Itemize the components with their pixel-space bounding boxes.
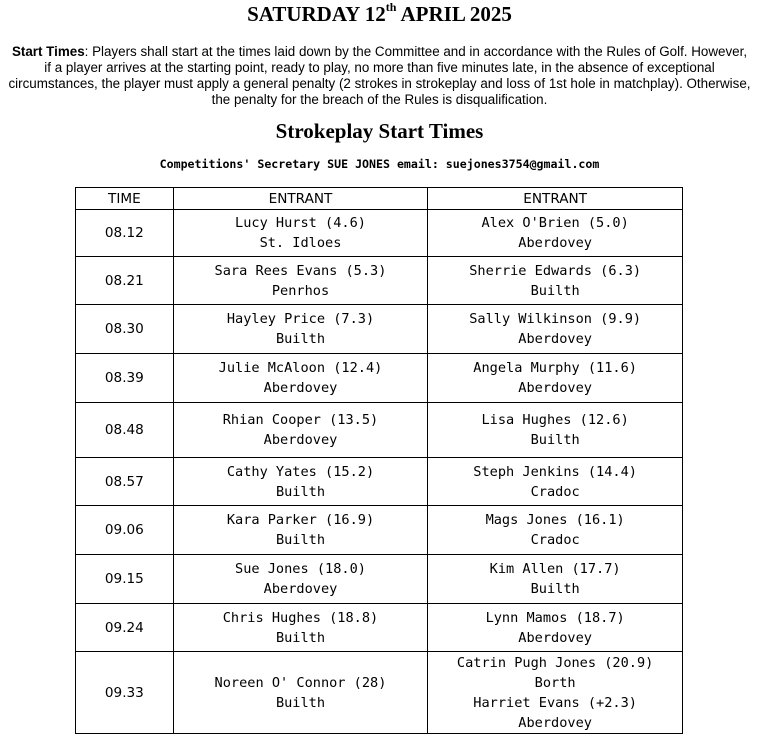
entrant-cell <box>428 403 683 458</box>
entrant-cell <box>173 506 428 555</box>
entrant-name: Cathy Yates (15.2) <box>226 463 375 480</box>
entrant-name: Kara Parker (16.9) <box>226 512 375 528</box>
section-title: Strokeplay Start Times <box>275 119 484 143</box>
start-time-cell: 08.48 <box>76 403 174 458</box>
start-time-cell: 08.30 <box>76 305 174 354</box>
title-rest: APRIL 2025 <box>396 2 512 26</box>
entrant-cell <box>173 458 428 506</box>
table-row <box>76 555 683 604</box>
start-time-cell: 09.33 <box>76 652 174 734</box>
entrant-name: Lisa Hughes (12.6) <box>481 412 629 428</box>
entrant-cell <box>428 305 683 354</box>
entrant-club: Borth <box>534 674 576 691</box>
entrant-club: Cradoc <box>530 483 580 500</box>
entrant-club: Builth <box>275 483 326 500</box>
entrant-name: Chris Hughes (18.8) <box>222 609 379 626</box>
entrant-cell <box>173 403 428 458</box>
entrant-club: Aberdovey <box>263 432 338 448</box>
entrant-name: Lucy Hurst (4.6) <box>235 215 366 231</box>
entrant-club: Builth <box>530 432 580 448</box>
entrant-name: Sherrie Edwards (6.3) <box>469 262 642 279</box>
entrant-club: Penrhos <box>271 282 330 299</box>
rules-text: : Players shall start at the times laid down by the Committee and in accordance with the Rules of Golf. However, if a player arrives at the starting point, ready to play, no more than five minutes late, in the absence of exceptional circumstances, the player must apply a general penalty (2 strokes in strokeplay and loss of 1st hole in matchplay). Otherwise, the penalty for the breach of the Rules is disqualification. <box>8 44 751 107</box>
table-row <box>76 652 683 734</box>
table-row <box>76 305 683 354</box>
entrant-name: Noreen O' Connor (28) <box>214 674 387 691</box>
entrant-club: Aberdovey <box>518 380 592 396</box>
start-time-cell: 08.21 <box>76 257 174 305</box>
header-time: TIME <box>76 188 174 210</box>
entrant-name: Harriet Evans (+2.3) <box>473 694 637 711</box>
entrant-cell <box>173 354 428 403</box>
entrant-club: Builth <box>530 282 580 299</box>
entrant-cell <box>173 652 428 734</box>
entrant-cell <box>428 652 683 734</box>
entrant-cell <box>173 305 428 354</box>
table-row <box>76 210 683 257</box>
entrant-cell <box>428 506 683 555</box>
entrant-club: Builth <box>275 629 326 646</box>
entrant-name: Sally Wilkinson (9.9) <box>469 311 642 327</box>
entrant-club: St. Idloes <box>259 235 342 251</box>
entrant-name: Sue Jones (18.0) <box>235 561 366 577</box>
entrant-name: Sara Rees Evans (5.3) <box>214 262 387 279</box>
entrant-name: Hayley Price (7.3) <box>226 311 375 327</box>
entrant-club: Aberdovey <box>518 714 592 731</box>
entrant-name: Julie McAloon (12.4) <box>218 360 383 376</box>
title-ordinal: th <box>385 0 397 14</box>
entrant-cell <box>428 604 683 652</box>
rules-label: Start Times <box>11 44 85 59</box>
entrant-cell <box>173 210 428 257</box>
entrant-cell <box>428 210 683 257</box>
entrant-cell <box>428 555 683 604</box>
entrant-name: Mags Jones (16.1) <box>485 512 625 528</box>
entrant-cell <box>173 604 428 652</box>
start-time-cell: 09.06 <box>76 506 174 555</box>
table-row <box>76 257 683 305</box>
entrant-club: Aberdovey <box>518 235 592 251</box>
entrant-club: Builth <box>275 331 326 347</box>
entrant-name: Alex O'Brien (5.0) <box>481 215 629 231</box>
start-time-cell: 09.24 <box>76 604 174 652</box>
entrant-name: Catrin Pugh Jones (20.9) <box>456 654 654 671</box>
entrant-club: Builth <box>530 581 580 597</box>
entrant-club: Aberdovey <box>518 629 592 646</box>
table-header-row <box>76 188 683 210</box>
table-row <box>76 458 683 506</box>
entrant-cell <box>173 257 428 305</box>
page-title <box>0 2 759 26</box>
table-row <box>76 403 683 458</box>
entrant-name: Kim Allen (17.7) <box>489 561 621 577</box>
start-time-cell: 08.39 <box>76 354 174 403</box>
entrant-club: Aberdovey <box>263 581 338 597</box>
secretary-contact: Competitions' Secretary SUE JONES email: suejones3754@gmail.com <box>159 157 600 171</box>
header-entrant-1: ENTRANT <box>173 188 428 210</box>
entrant-name: Rhian Cooper (13.5) <box>222 412 379 428</box>
entrant-club: Cradoc <box>530 532 580 548</box>
table-row <box>76 604 683 652</box>
start-time-cell: 08.57 <box>76 458 174 506</box>
title-day: SATURDAY 12 <box>247 2 386 26</box>
entrant-cell <box>428 354 683 403</box>
entrant-cell <box>428 257 683 305</box>
table-row <box>76 506 683 555</box>
entrant-name: Steph Jenkins (14.4) <box>473 463 637 480</box>
entrant-club: Aberdovey <box>263 380 338 396</box>
entrant-name: Angela Murphy (11.6) <box>473 360 637 376</box>
entrant-cell <box>428 458 683 506</box>
start-times-table <box>75 187 683 734</box>
entrant-club: Builth <box>275 532 326 548</box>
header-entrant-2: ENTRANT <box>428 188 683 210</box>
start-times-rules <box>8 44 751 108</box>
entrant-name: Lynn Mamos (18.7) <box>485 609 625 626</box>
start-time-cell: 09.15 <box>76 555 174 604</box>
start-time-cell: 08.12 <box>76 210 174 257</box>
entrant-cell <box>173 555 428 604</box>
entrant-club: Aberdovey <box>518 331 592 347</box>
entrant-club: Builth <box>275 694 326 711</box>
table-row <box>76 354 683 403</box>
